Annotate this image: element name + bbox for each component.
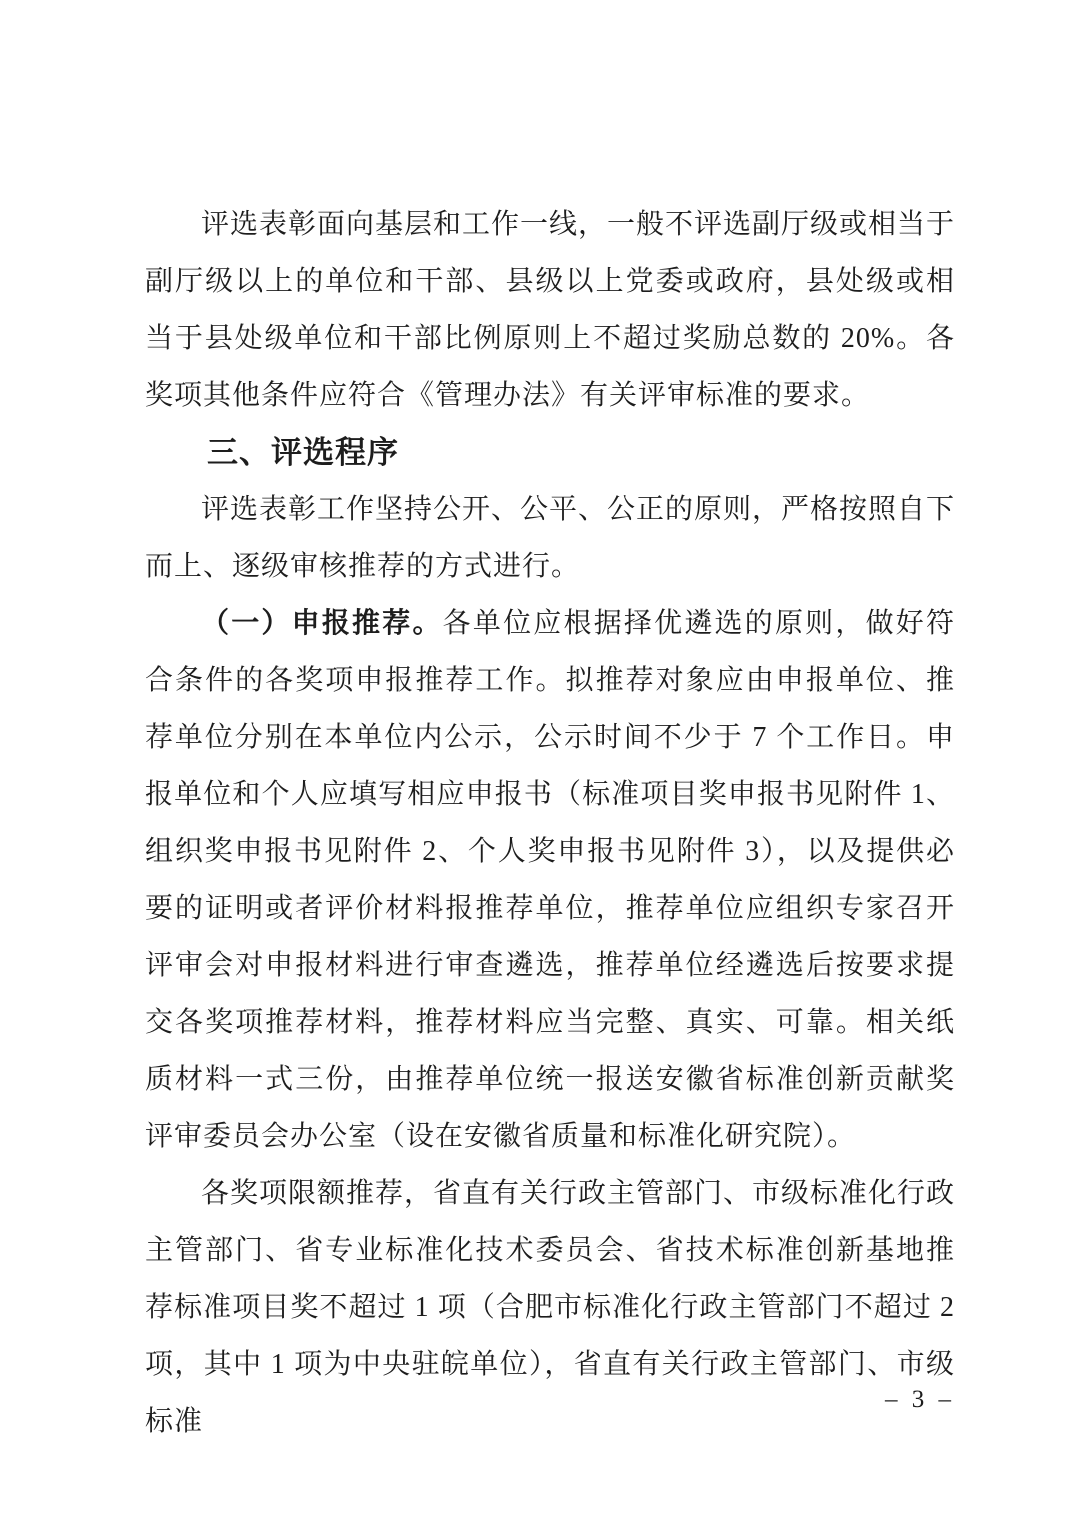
paragraph-eligibility: 评选表彰面向基层和工作一线，一般不评选副厅级或相当于副厅级以上的单位和干部、县级以上党委或政府，县处级或相当于县处级单位和干部比例原则上不超过奖励总数的 20%。各奖项其他条件应符合《管理办法》有关评审标准的要求。 <box>145 209 956 411</box>
paragraph-application-recommendation <box>145 595 955 1165</box>
paragraph-principles: 评选表彰工作坚持公开、公平、公正的原则，严格按照自下而上、逐级审核推荐的方式进行。 <box>145 494 956 582</box>
paragraph-lead-application: （一）申报推荐。 <box>201 608 443 639</box>
document-body <box>145 196 955 1450</box>
page-number: – 3 – <box>885 1386 955 1413</box>
paragraph-quota-recommendation: 各奖项限额推荐，省直有关行政主管部门、市级标准化行政主管部门、省专业标准化技术委员会、省技术标准创新基地推荐标准项目奖不超过 1 项（合肥市标准化行政主管部门不超过 2 项，其中 1 项为中央驻皖单位），省直有关行政主管部门、市级标准 <box>145 1178 956 1437</box>
section-heading-selection-procedure: 三、评选程序 <box>207 435 399 470</box>
paragraph-application-text: 各单位应根据择优遴选的原则，做好符合条件的各奖项申报推荐工作。拟推荐对象应由申报单位、推荐单位分别在本单位内公示，公示时间不少于 7 个工作日。申报单位和个人应填写相应申报书（标准项目奖申报书见附件 1、组织奖申报书见附件 2、个人奖申报书见附件 3），以及提供必要的证明或者评价材料报推荐单位，推荐单位应组织专家召开评审会对申报材料进行审查遴选，推荐单位经遴选后按要求提交各奖项推荐材料，推荐材料应当完整、真实、可靠。相关纸质材料一式三份，由推荐单位统一报送安徽省标准创新贡献奖评审委员会办公室（设在安徽省质量和标准化研究院）。 <box>145 608 955 1152</box>
